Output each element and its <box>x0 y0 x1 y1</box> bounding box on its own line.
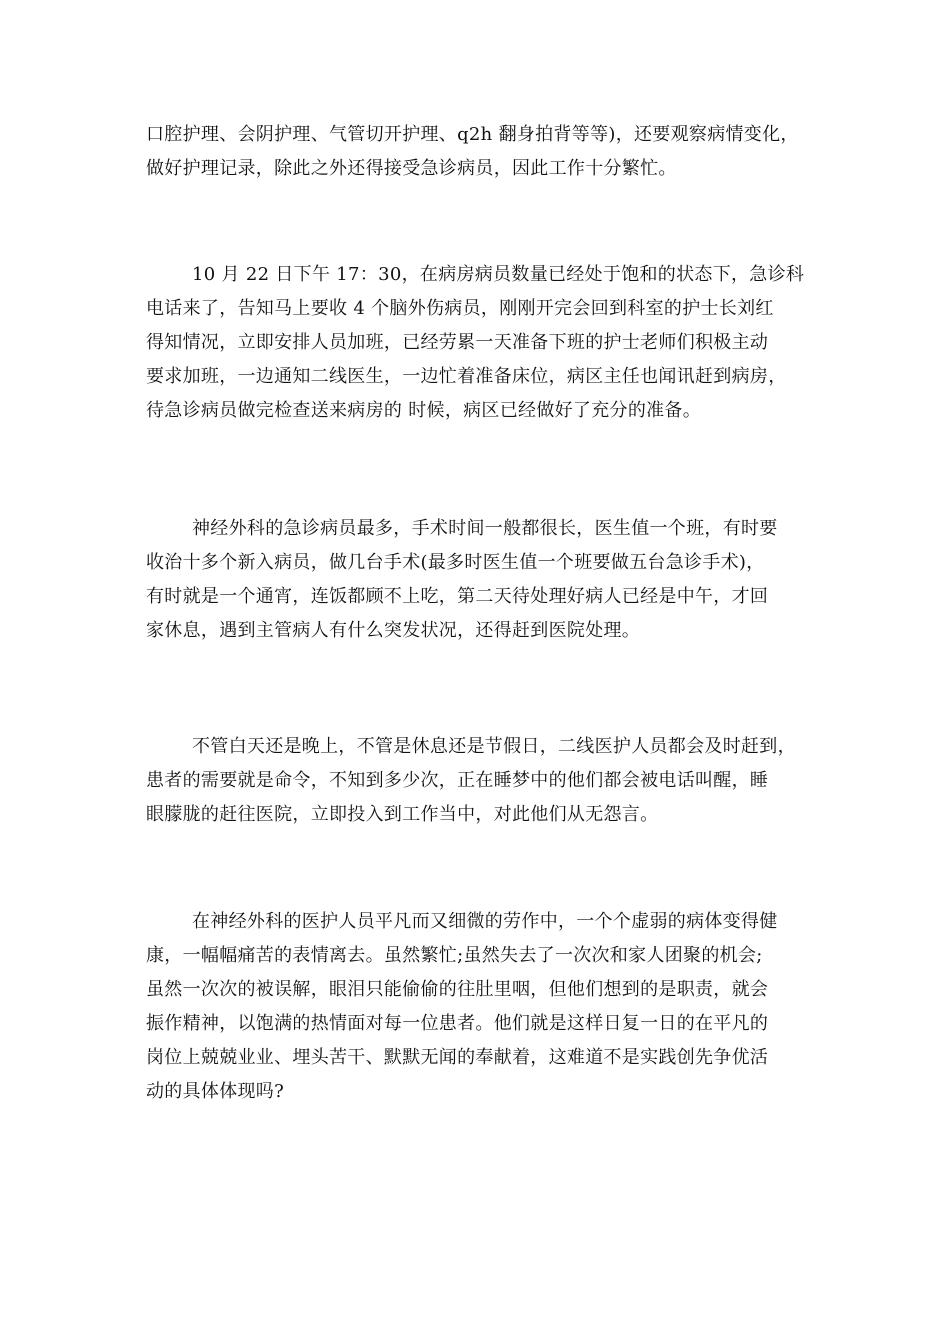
paragraph-line: 动的具体体现吗? <box>146 1081 285 1102</box>
paragraph-line: 要求加班，一边通知二线医生，一边忙着准备床位，病区主任也闻讯赶到病房， <box>146 366 787 387</box>
paragraph-conclusion <box>146 905 826 1109</box>
paragraph-line: 收治十多个新入病员，做几台手术(最多时医生值一个班要做五台急诊手术)， <box>146 552 765 573</box>
paragraph-line: 10 月 22 日下午 17：30，在病房病员数量已经处于饱和的状态下，急诊科 <box>192 264 805 285</box>
paragraph-line: 家休息，遇到主管病人有什么突发状况，还得赶到医院处理。 <box>146 620 641 641</box>
paragraph-line: 虽然一次次的被误解，眼泪只能偷偷的往肚里咽，但他们想到的是职责，就会 <box>146 979 769 1000</box>
paragraph-line: 神经外科的急诊病员最多，手术时间一般都很长，医生值一个班，有时要 <box>192 518 778 539</box>
paragraph-line: 待急诊病员做完检查送来病房的 时候，病区已经做好了充分的准备。 <box>146 400 702 421</box>
paragraph-october-22-emergency <box>146 258 826 428</box>
paragraph-line: 岗位上兢兢业业、埋头苦干、默默无闻的奉献着，这难道不是实践创先争优活 <box>146 1047 769 1068</box>
paragraph-nursing-duties <box>146 118 826 186</box>
paragraph-line: 电话来了，告知马上要收 4 个脑外伤病员，刚刚开完会回到科室的护士长刘红 <box>146 298 774 319</box>
paragraph-on-call-staff <box>146 730 826 832</box>
paragraph-line: 不管白天还是晚上，不管是休息还是节假日，二线医护人员都会及时赶到， <box>192 736 796 757</box>
paragraph-line: 眼朦胧的赶往医院，立即投入到工作当中，对此他们从无怨言。 <box>146 804 659 825</box>
paragraph-line: 口腔护理、会阴护理、气管切开护理、q2h 翻身拍背等等)，还要观察病情变化， <box>146 124 799 145</box>
paragraph-line: 康，一幅幅痛苦的表情离去。虽然繁忙;虽然失去了一次次和家人团聚的机会; <box>146 945 763 966</box>
paragraph-line: 振作精神，以饱满的热情面对每一位患者。他们就是这样日复一日的在平凡的 <box>146 1013 769 1034</box>
paragraph-line: 在神经外科的医护人员平凡而又细微的劳作中，一个个虚弱的病体变得健 <box>192 911 778 932</box>
paragraph-line: 有时就是一个通宵，连饭都顾不上吃，第二天待处理好病人已经是中午，才回 <box>146 586 769 607</box>
paragraph-line: 患者的需要就是命令，不知到多少次，正在睡梦中的他们都会被电话叫醒，睡 <box>146 770 769 791</box>
paragraph-neurosurgery-workload <box>146 512 826 648</box>
paragraph-line: 做好护理记录，除此之外还得接受急诊病员，因此工作十分繁忙。 <box>146 158 677 179</box>
paragraph-line: 得知情况，立即安排人员加班，已经劳累一天准备下班的护士老师们积极主动 <box>146 332 769 353</box>
